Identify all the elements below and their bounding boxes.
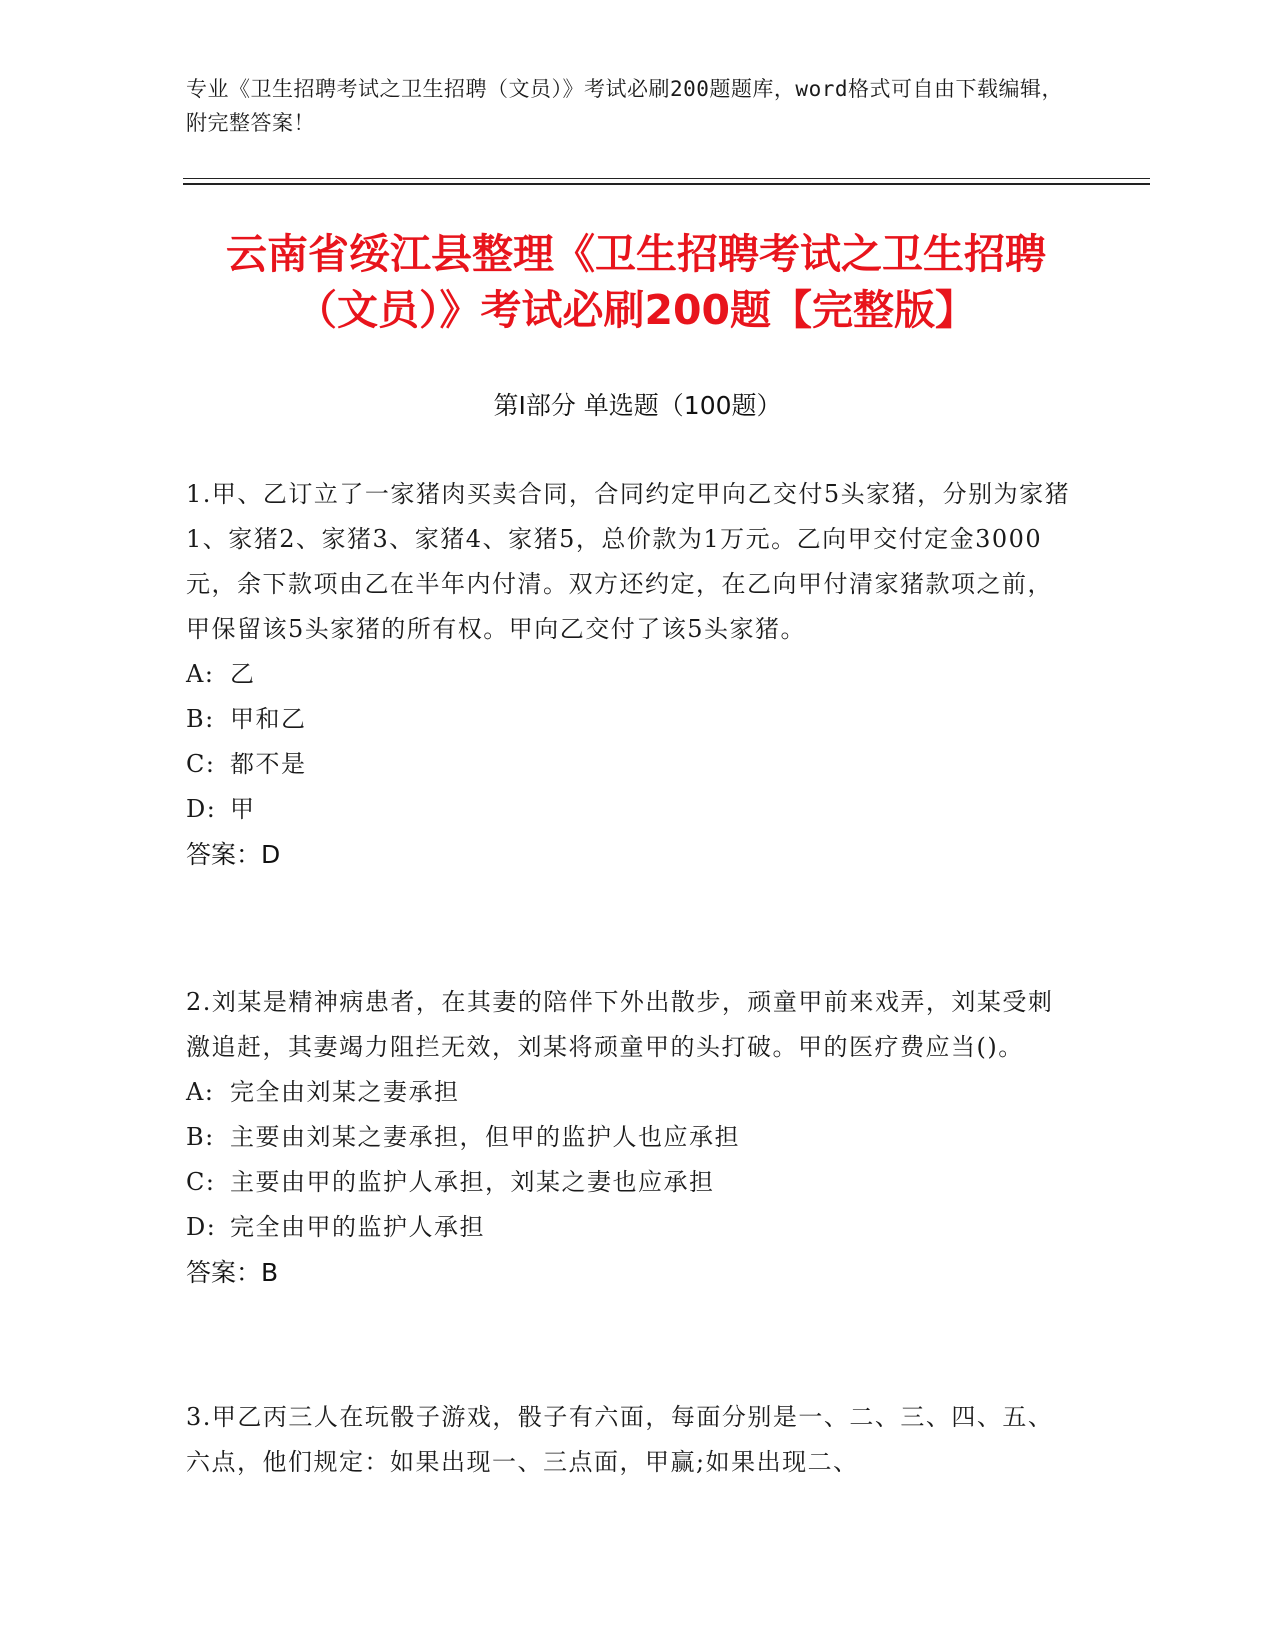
option-text: 主要由甲的监护人承担，刘某之妻也应承担 (230, 1168, 715, 1196)
answer-value: D (261, 840, 281, 869)
question-3 (186, 1395, 1076, 1485)
answer-value: B (261, 1258, 279, 1287)
option-a (186, 1070, 1076, 1115)
option-letter: C: (186, 1168, 216, 1196)
question-1 (186, 472, 1076, 877)
option-letter: B: (186, 1123, 215, 1151)
question-stem: 2.刘某是精神病患者，在其妻的陪伴下外出散步，顽童甲前来戏弄，刘某受刺激追赶，其妻竭力阻拦无效，刘某将顽童甲的头打破。甲的医疗费应当()。 (186, 988, 1054, 1061)
option-letter: A: (186, 1078, 215, 1106)
option-c (186, 742, 1076, 787)
option-text: 甲和乙 (230, 705, 307, 733)
header-divider-thin (183, 178, 1150, 179)
header-divider-thick (183, 183, 1150, 185)
header-note: 专业《卫生招聘考试之卫生招聘（文员）》考试必刷200题题库，word格式可自由下载编辑，附完整答案！ (186, 77, 1063, 135)
option-text: 甲 (230, 795, 256, 823)
question-stem: 1.甲、乙订立了一家猪肉买卖合同，合同约定甲向乙交付5头家猪，分别为家猪1、家猪2、家猪3、家猪4、家猪5，总价款为1万元。乙向甲交付定金3000元，余下款项由乙在半年内付清。双方还约定，在乙向甲付清家猪款项之前，甲保留该5头家猪的所有权。甲向乙交付了该5头家猪。 (186, 480, 1071, 643)
option-text: 主要由刘某之妻承担，但甲的监护人也应承担 (230, 1123, 740, 1151)
document-title: 云南省绥江县整理《卫生招聘考试之卫生招聘（文员）》考试必刷200题【完整版】 (226, 230, 1046, 334)
option-d (186, 1205, 1076, 1250)
option-letter: D: (186, 1213, 217, 1241)
option-a (186, 652, 1076, 697)
option-b (186, 697, 1076, 742)
option-letter: A: (186, 660, 215, 688)
answer-label: 答案： (186, 840, 262, 869)
option-text: 乙 (230, 660, 256, 688)
option-letter: C: (186, 750, 216, 778)
option-d (186, 787, 1076, 832)
answer-line (186, 832, 1076, 877)
option-text: 完全由刘某之妻承担 (230, 1078, 460, 1106)
section-title: 第Ⅰ部分 单选题（100题） (493, 391, 782, 420)
option-letter: D: (186, 795, 217, 823)
question-stem: 3.甲乙丙三人在玩骰子游戏，骰子有六面，每面分别是一、二、三、四、五、六点，他们规定：如果出现一、三点面，甲赢;如果出现二、 (186, 1403, 1054, 1476)
answer-label: 答案： (186, 1258, 262, 1287)
question-2 (186, 980, 1076, 1295)
option-text: 完全由甲的监护人承担 (230, 1213, 485, 1241)
option-c (186, 1160, 1076, 1205)
option-text: 都不是 (230, 750, 307, 778)
option-letter: B: (186, 705, 215, 733)
option-b (186, 1115, 1076, 1160)
answer-line (186, 1250, 1076, 1295)
